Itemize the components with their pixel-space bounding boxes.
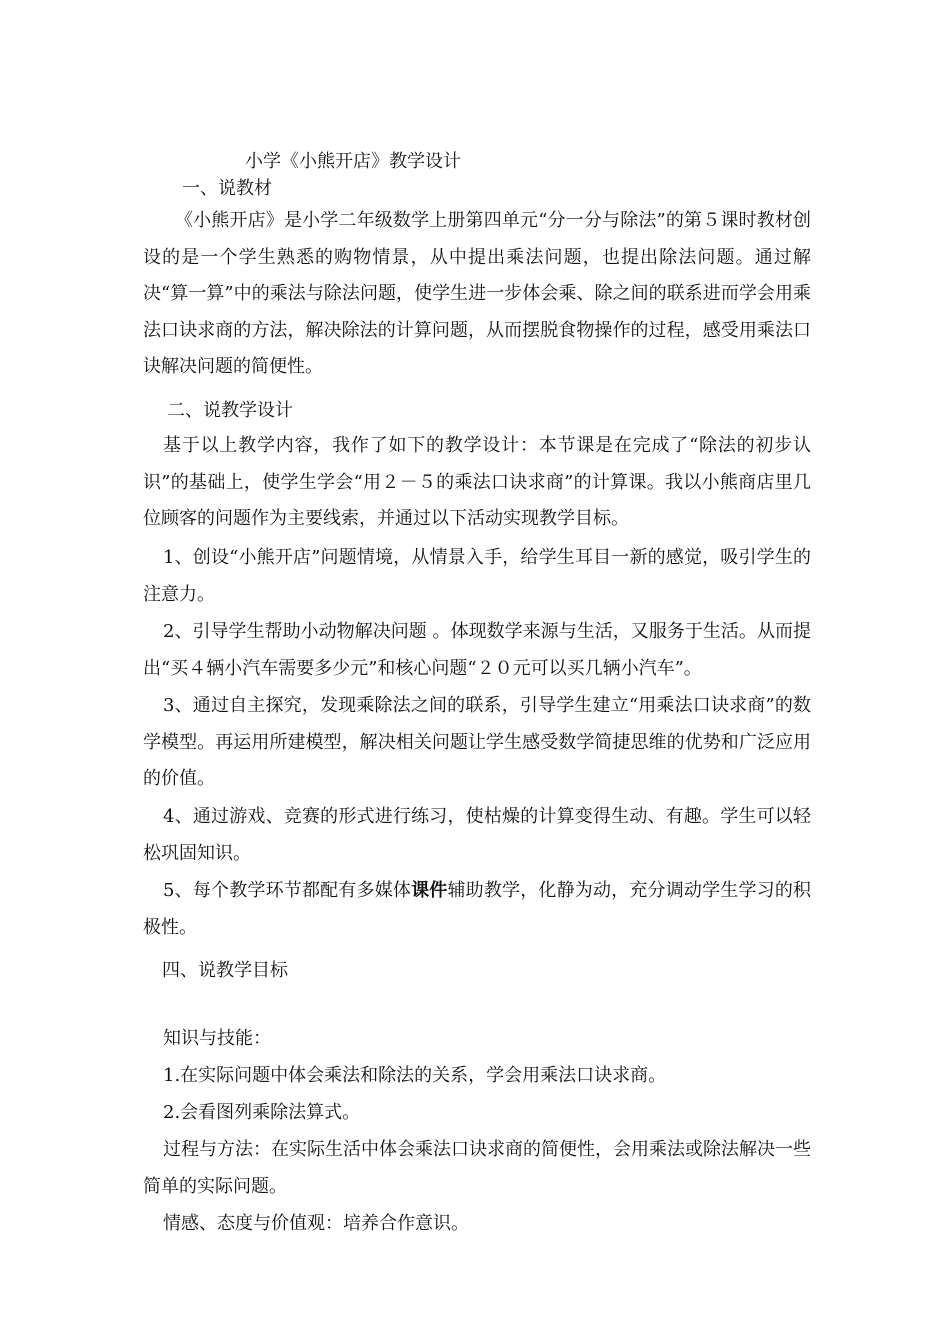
section-heading-teaching-material: 一、说教材 bbox=[182, 178, 272, 199]
design-item-5 bbox=[143, 873, 811, 946]
goal-item-1: 1.在实际问题中体会乘法和除法的关系，学会用乘法口诀求商。 bbox=[163, 1065, 667, 1086]
courseware-term: 课件 bbox=[411, 880, 448, 901]
design-item-5-text-after: 辅助教学，化静为动，充分调动学生学习的积极性。 bbox=[143, 880, 812, 938]
design-item-1: 1、创设“小熊开店”问题情境，从情景入手，给学生耳目一新的感觉，吸引学生的注意力。 bbox=[143, 547, 811, 605]
design-item-2: 2、引导学生帮助小动物解决问题 。体现数学来源与生活，又服务于生活。从而提出“买４辆小汽车需要多少元”和核心问题“２０元可以买几辆小汽车”。 bbox=[143, 621, 811, 679]
design-item-3: 3、通过自主探究，发现乘除法之间的联系，引导学生建立“用乘法口诀求商”的数学模型。再运用所建模型，解决相关问题让学生感受数学简捷思维的优势和广泛应用的价值。 bbox=[143, 695, 811, 790]
emotion-values-paragraph: 情感、态度与价值观：培养合作意识。 bbox=[163, 1213, 469, 1234]
teaching-material-paragraph: 《小熊开店》是小学二年级数学上册第四单元“分一分与除法”的第５课时教材创设的是一个学生熟悉的购物情景，从中提出乘法问题，也提出除法问题。通过解决“算一算”中的乘法与除法问题，使学生进一步体会乘、除之间的联系进而学会用乘法口诀求商的方法，解决除法的计算问题，从而摆脱食物操作的过程，感受用乘法口诀解决问题的简便性。 bbox=[143, 210, 811, 378]
section-heading-teaching-goals: 四、说教学目标 bbox=[162, 960, 288, 981]
teaching-design-intro: 基于以上教学内容，我作了如下的教学设计：本节课是在完成了“除法的初步认识”的基础上，使学生学会“用２－５的乘法口诀求商”的计算课。我以小熊商店里几位顾客的问题作为主要线索，并通过以下活动实现教学目标。 bbox=[143, 435, 811, 530]
design-item-5-text-before: 5、每个教学环节都配有多媒体 bbox=[163, 880, 412, 901]
process-method-paragraph: 过程与方法：在实际生活中体会乘法口诀求商的简便性，会用乘法或除法解决一些简单的实际问题。 bbox=[143, 1139, 811, 1197]
knowledge-skills-label: 知识与技能： bbox=[163, 1028, 271, 1049]
document-title: 小学《小熊开店》教学设计 bbox=[245, 151, 461, 172]
goal-item-2: 2.会看图列乘除法算式。 bbox=[163, 1102, 361, 1123]
design-item-4: 4、通过游戏、竞赛的形式进行练习，使枯燥的计算变得生动、有趣。学生可以轻松巩固知识。 bbox=[143, 806, 811, 864]
section-heading-teaching-design: 二、说教学设计 bbox=[167, 400, 293, 421]
